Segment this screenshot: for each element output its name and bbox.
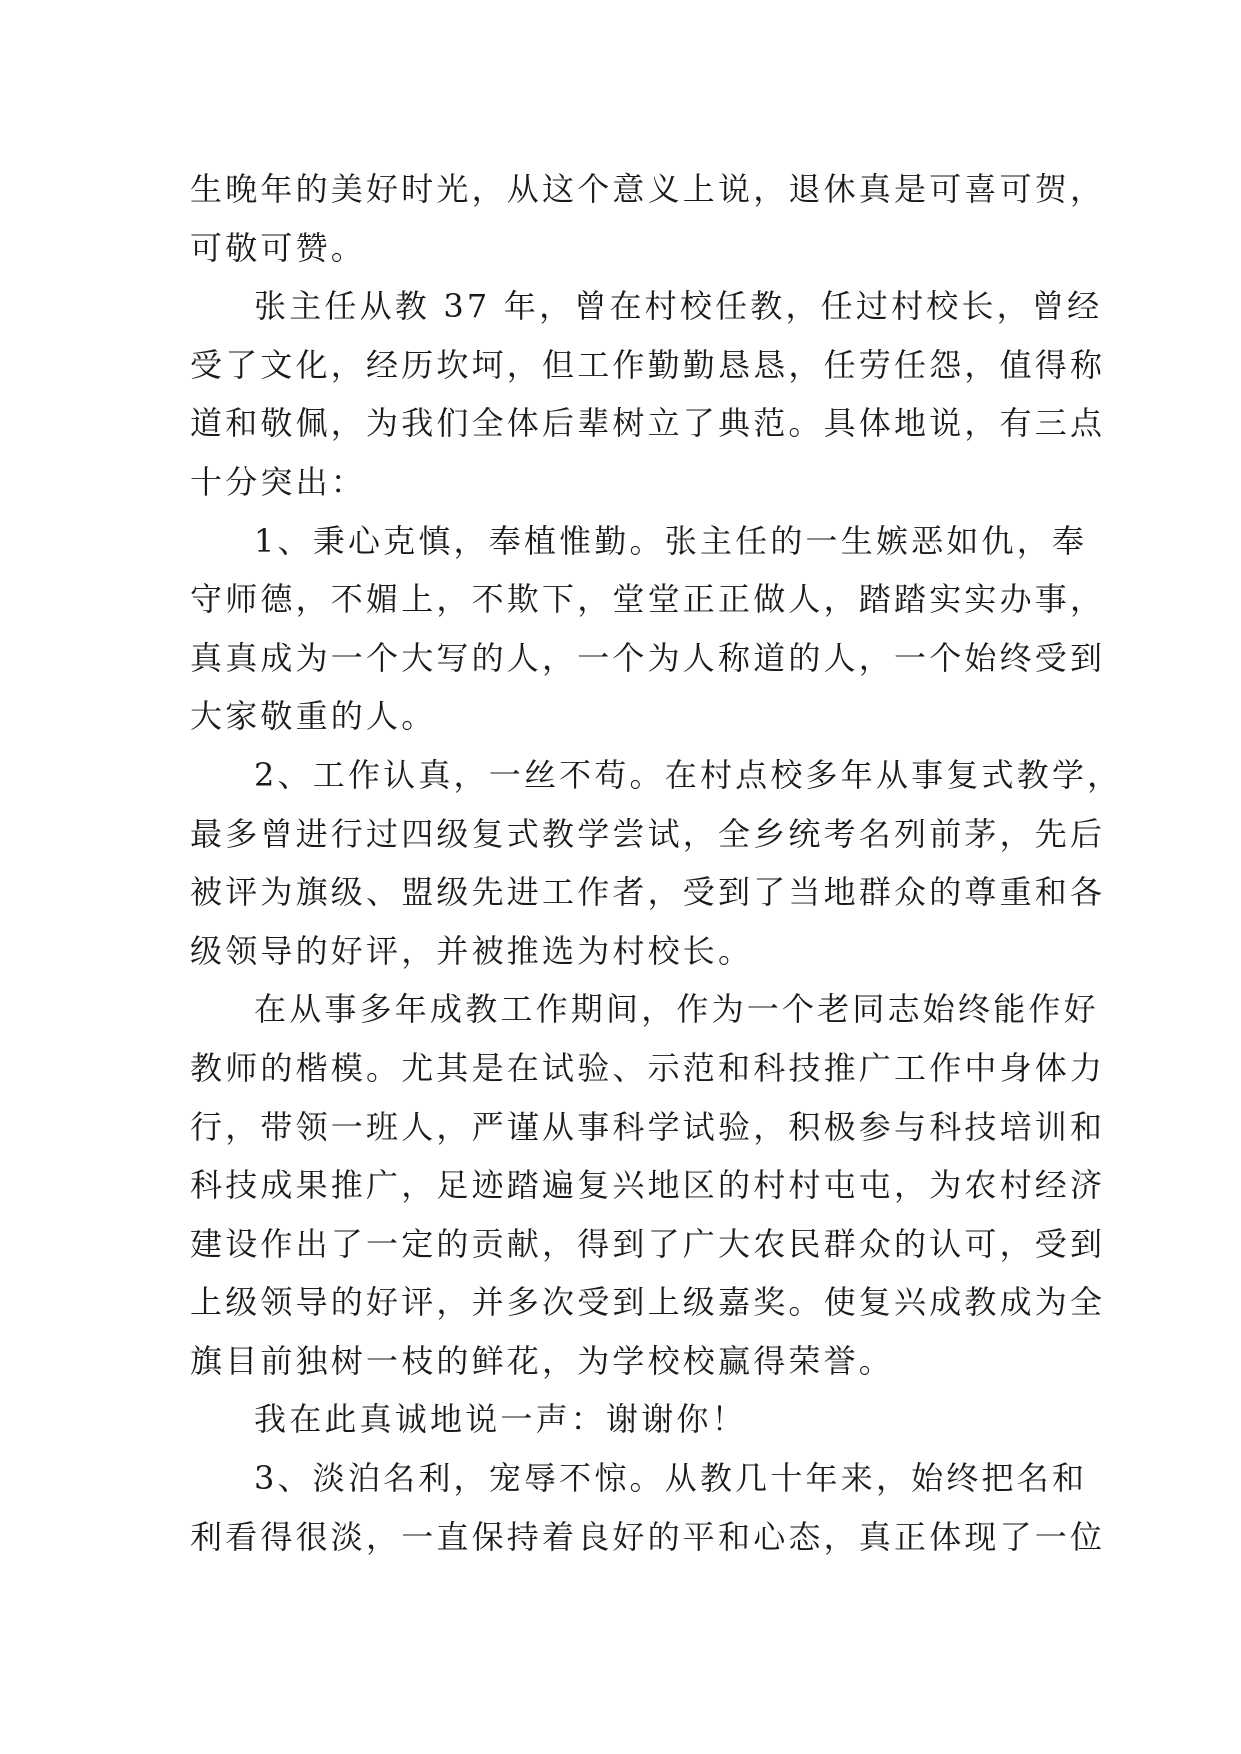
text-line: 旗目前独树一枝的鲜花，为学校校赢得荣誉。: [190, 1341, 895, 1380]
text-line: 大家敬重的人。: [190, 697, 437, 736]
text-line: 利看得很淡，一直保持着良好的平和心态，真正体现了一位: [190, 1517, 1106, 1556]
text-line: 生晚年的美好时光，从这个意义上说，退休真是可喜可贺，: [190, 170, 1106, 208]
text-line: 我在此真诚地说一声：谢谢你！: [254, 1400, 747, 1439]
document-body: [190, 160, 1123, 1566]
text-line: 真真成为一个大写的人，一个为人称道的人，一个始终受到: [190, 638, 1106, 677]
text-line: 十分突出：: [190, 462, 367, 501]
text-line: 行，带领一班人，严谨从事科学试验，积极参与科技培训和: [190, 1107, 1106, 1146]
text-line: 级领导的好评，并被推选为村校长。: [190, 931, 754, 970]
text-line: 可敬可赞。: [190, 228, 367, 267]
text-line: 1、秉心克慎，奉植惟勤。张主任的一生嫉恶如仇，奉: [254, 521, 1088, 560]
text-line: 被评为旗级、盟级先进工作者，受到了当地群众的尊重和各: [190, 873, 1106, 912]
text-line: 科技成果推广，足迹踏遍复兴地区的村村屯屯，为农村经济: [190, 1166, 1106, 1205]
text-line: 3、淡泊名利，宠辱不惊。从教几十年来，始终把名和: [254, 1459, 1088, 1498]
text-line: 教师的楷模。尤其是在试验、示范和科技推广工作中身体力: [190, 1048, 1106, 1087]
text-line: 2、工作认真，一丝不苟。在村点校多年从事复式教学，: [254, 755, 1123, 794]
text-line: 在从事多年成教工作期间，作为一个老同志始终能作好: [254, 990, 1099, 1029]
text-line: 守师德，不媚上，不欺下，堂堂正正做人，踏踏实实办事，: [190, 580, 1106, 619]
paragraph-2: [190, 277, 1106, 511]
text-line: 受了文化，经历坎坷，但工作勤勤恳恳，任劳任怨，值得称: [190, 345, 1106, 384]
text-line: 道和敬佩，为我们全体后辈树立了典范。具体地说，有三点: [190, 404, 1106, 443]
paragraph-5: [190, 980, 1106, 1390]
paragraph-3: [190, 512, 1106, 746]
paragraph-6: [190, 1390, 1050, 1449]
text-line: 最多曾进行过四级复式教学尝试，全乡统考名列前茅，先后: [190, 814, 1106, 853]
text-line: 建设作出了一定的贡献，得到了广大农民群众的认可，受到: [190, 1224, 1106, 1263]
paragraph-4: [190, 746, 1123, 980]
text-line: 上级领导的好评，并多次受到上级嘉奖。使复兴成教成为全: [190, 1283, 1106, 1322]
paragraph-7: [190, 1449, 1106, 1566]
text-line: 张主任从教 37 年，曾在村校任教，任过村校长，曾经: [254, 287, 1103, 326]
paragraph-1: [190, 160, 1106, 277]
